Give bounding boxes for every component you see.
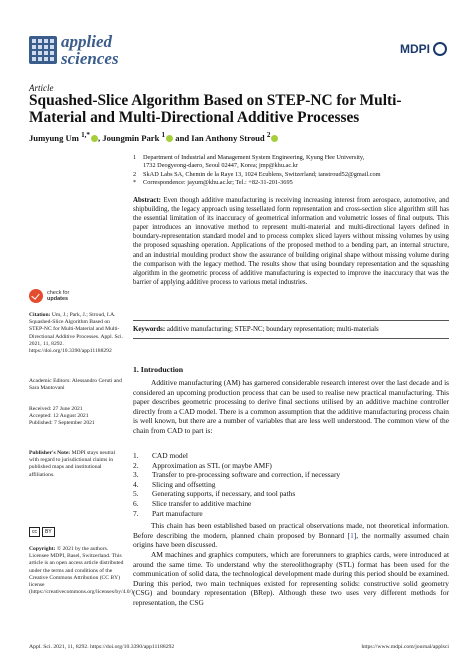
- cc-by-license-icon[interactable]: cc BY: [29, 527, 55, 537]
- paragraph: AM machines and graphics computers, which are forerunners to graphics cards, were introduced at around the same time. To understand why the stereolithography (STL) format has been used for the communication of solid data, the technological development made during this period should be examined. During this period, two main techniques existed for representing solids: constructive solid geometry (CSG) and boundary representation (BRep). Although these two uses very different methods for representation, the CSG: [133, 550, 449, 607]
- affiliation-row: 1732 Deogyeong-daero, Seoul 02447, Korea; jmp@khu.ac.kr: [143, 162, 298, 170]
- journal-name-line2: sciences: [61, 49, 119, 68]
- citation-label: Citation:: [29, 312, 51, 318]
- author-name[interactable]: and Ian Anthony Stroud: [175, 132, 265, 143]
- copyright-block: [29, 546, 135, 596]
- publisher-note-text: MDPI stays neutral with regard to jurisdictional claims in published maps and institutional affiliations.: [29, 450, 116, 478]
- article-type: Article: [29, 83, 54, 93]
- copyright-text: © 2021 by the authors. Licensee MDPI, Basel, Switzerland. This article is an open access article distributed under the terms and conditions of the Creative Commons Attribution (CC BY) license (https://creativecommons.org/licenses/by/4.0/).: [29, 546, 135, 596]
- list-item: 6. Slice transfer to additive machine: [133, 498, 252, 508]
- affiliation-row: * Correspondence: jayum@khu.ac.kr; Tel.: +82-31-201-3695: [133, 179, 293, 187]
- process-chain-list: [133, 451, 449, 518]
- publisher-logo[interactable]: [400, 42, 447, 56]
- section-heading: 1. Introduction: [133, 365, 184, 374]
- list-item: 4. Slicing and offsetting: [133, 479, 216, 489]
- journal-name-line1: applied: [61, 32, 112, 51]
- author-affil-sup: 2: [266, 131, 271, 139]
- list-item: 5. Generating supports, if necessary, and tool paths: [133, 489, 296, 499]
- publisher-badge-icon: [433, 42, 447, 56]
- list-item: 3. Transfer to pre-processing software and correction, if necessary: [133, 470, 341, 480]
- author-affil-sup: 1: [161, 131, 166, 139]
- dates: [29, 406, 124, 428]
- author-name[interactable]: , Joungmin Park: [98, 132, 160, 143]
- keywords: [133, 325, 449, 334]
- list-item: 2. Approximation as STL (or maybe AMF): [133, 460, 272, 470]
- check-updates-icon: [29, 289, 43, 303]
- abstract: [133, 196, 449, 287]
- date-received: Received: 27 June 2021: [29, 406, 83, 412]
- copyright-label: Copyright:: [29, 546, 56, 552]
- keywords-divider: [133, 338, 449, 339]
- publisher-note-label: Publisher's Note:: [29, 450, 71, 456]
- author-name[interactable]: Jumyung Um: [29, 132, 79, 143]
- author-list: [29, 131, 278, 143]
- paragraph: This chain has been established based on practical observations made, not theoretical information. Before describing the modern, planned chain proposed by Bonnard [1], the normally assumed chain origins have been discussed.: [133, 521, 450, 550]
- journal-name[interactable]: [61, 33, 119, 67]
- page-footer: [29, 644, 449, 650]
- check-for-updates-button[interactable]: check for updates: [29, 289, 69, 303]
- citation-text: Um, J.; Park, J.; Stroud, I.A. Squashed-Slice Algorithm Based on STEP-NC for Multi-Material and Multi-Directional Additive Processes. Appl. Sci. 2021, 11, 8292. https://doi.org/10.3390/app11188292: [29, 312, 123, 355]
- list-item: 7. Part manufacture: [133, 508, 203, 518]
- academic-editors: Academic Editors: Alessandro Ceruti and Sara Mantovani: [29, 378, 122, 392]
- orcid-icon[interactable]: [271, 135, 278, 142]
- author-affil-sup: 1,*: [81, 131, 91, 139]
- affiliations: [133, 154, 453, 188]
- keywords-label: Keywords:: [133, 326, 166, 333]
- publisher-name: MDPI: [400, 42, 430, 56]
- orcid-icon[interactable]: [91, 135, 98, 142]
- citation-block: [29, 312, 124, 355]
- paragraph: Additive manufacturing (AM) has garnered considerable research interest over the last decade and is considered an upcoming production process that can be used to realise new practical manufacturing. This paper describes geometric processing to derive final sections utilised by an additive machine controller directly from a CAD model. There is a common assumption that the additive manufacturing process chain is well known, but there are a number of variables that are less well understood. The common view of the chain from CAD to part is:: [133, 378, 449, 435]
- reference-link[interactable]: 1: [350, 530, 354, 540]
- date-accepted: Accepted: 12 August 2021: [29, 413, 89, 420]
- keywords-text: additive manufacturing; STEP-NC; boundary representation; multi-materials: [166, 326, 379, 333]
- orcid-icon[interactable]: [166, 135, 173, 142]
- journal-logo-icon: [29, 36, 57, 64]
- date-published: Published: 7 September 2021: [29, 420, 95, 427]
- publisher-note: [29, 450, 124, 479]
- affiliation-row: 2 SkAD Labs SA, Chemin de la Raye 13, 1024 Ecublens, Switzerland; ianstroud52@gmail.com: [133, 170, 381, 178]
- abstract-text: Even though additive manufacturing is receiving increasing interest from aerospace, automotive, and shipbuilding, the legacy approach using tessellated form representation and cross-section slice algorithm still has the essential limitation of its inaccuracy of geometrical information and volumetric losses of final outputs. This paper introduces an innovative method to represent multi-material and multi-directional layers defined in boundary-representation standard model and to process complex sliced layers without missing volumes by using the proposed squashing operation. Applications of the proposed method to a bending part, an internal structure, and an industrial moulding product show the assurance of building original shape without missing volume during the comparison with the legacy method. The results show that using boundary representation and the squashing algorithm in the geometric process of additive manufacturing is expected to improve the inaccuracy that was the barrier of applying additive process to various metal industries.: [133, 197, 449, 286]
- abstract-label: Abstract:: [133, 197, 161, 204]
- list-item: 1. CAD model: [133, 451, 188, 460]
- footer-citation[interactable]: Appl. Sci. 2021, 11, 8292. https://doi.org/10.3390/app11188292: [29, 644, 175, 650]
- article-title: Squashed-Slice Algorithm Based on STEP-NC for Multi-Material and Multi-Directional Additive Processes: [29, 92, 402, 126]
- abstract-divider: [133, 320, 449, 321]
- footer-journal-url[interactable]: https://www.mdpi.com/journal/applsci: [361, 644, 449, 650]
- affiliation-row: 1 Department of Industrial and Management System Engineering, Kyung Hee University,: [133, 154, 365, 161]
